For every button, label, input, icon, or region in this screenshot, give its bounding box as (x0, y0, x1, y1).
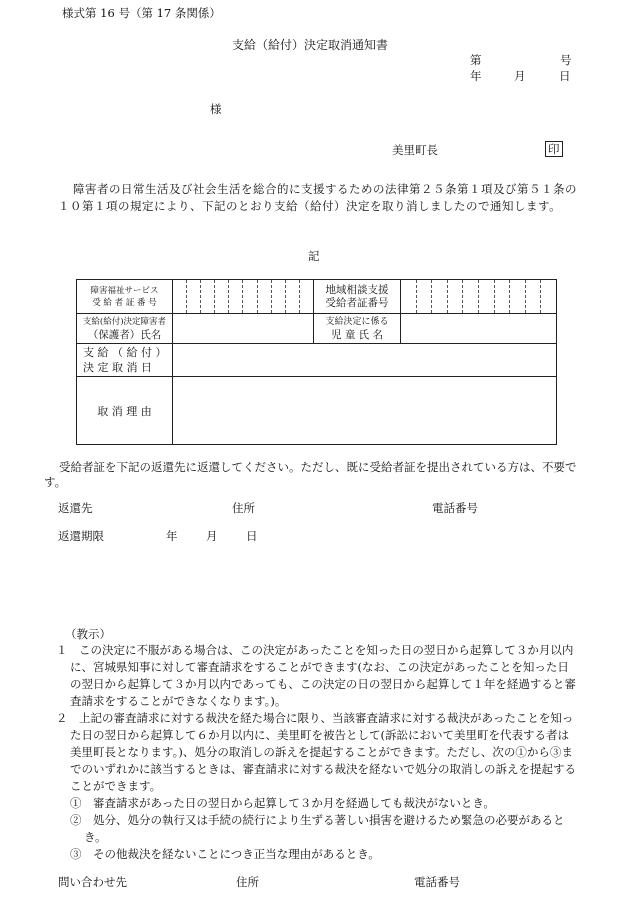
inquiry-address-label: 住所 (236, 875, 259, 889)
inquiry-phone-label: 電話番号 (414, 875, 460, 889)
date-day: 日 (559, 69, 571, 83)
consultation-recipient-number-field[interactable] (401, 280, 557, 314)
service-recipient-number-label: 障害福祉サービス 受 給 者 証 番 号 (77, 280, 173, 314)
guardian-name-field[interactable] (173, 314, 314, 344)
return-phone-label: 電話番号 (432, 501, 478, 515)
return-note: 受給者証を下記の返還先に返還してください。ただし、既に受給者証を提出されている方は、不要です。 (44, 460, 577, 489)
cancellation-date-field[interactable] (173, 344, 557, 377)
service-recipient-number-field[interactable] (173, 280, 314, 314)
number-suffix: 号 (560, 53, 572, 67)
instruction-sub-2: ② 処分、処分の執行又は手続の続行により生ずる著しい損害を避けるため緊急の必要があるとき。 (70, 813, 565, 844)
instruction-2: ２ 上記の審査請求に対する裁決を経た場合に限り、当該審査請求に対する裁決があったことを知った日の翌日から起算して６か月以内に、美里町を被告として(訴訟において美里町を代表する者は美里町長となります。)、処分の取消しの訴えを提起することができます。ただし、次の①から③までのいずれかに該当するときは、審査請求に対する裁決を経ないで処分の取消しの訴えを提起することができます。 (56, 711, 576, 793)
instruction-header: （教示） (65, 627, 111, 641)
child-name-label: 支給決定に係る 児 童 氏 名 (314, 314, 401, 344)
instruction-sub-3: ③ その他裁決を経ないことにつき正当な理由があるとき。 (70, 847, 380, 861)
return-deadline-label: 返還期限 (58, 529, 104, 543)
child-name-field[interactable] (401, 314, 557, 344)
seal-mark: 印 (545, 141, 563, 157)
body-text: 障害者の日常生活及び社会生活を総合的に支援するための法律第２５条第１項及び第５１条の１０第１項の規定により、下記のとおり支給（給付）決定を取り消しましたので通知します。 (58, 182, 577, 213)
cancellation-reason-field[interactable] (173, 377, 557, 445)
date-year: 年 (470, 69, 482, 83)
instruction-1: １ この決定に不服がある場合は、この決定があったことを知った日の翌日から起算して３か月以内に、宮城県知事に対して審査請求をすることができます(なお、この決定があったことを知った日の翌日から起算して３か月以内であっても、この決定の日の翌日から起算して１年を経過すると審査請求をすることができなくなります。)。 (56, 643, 576, 708)
table-row (77, 280, 557, 314)
details-table (76, 279, 557, 445)
instruction-sub-1: ① 審査請求があった日の翌日から起算して３か月を経過しても裁決がないとき。 (70, 796, 495, 810)
issuer: 美里町長 (392, 143, 438, 157)
guardian-name-label: 支給(給付)決定障害者 （保護者）氏名 (77, 314, 173, 344)
table-row (77, 377, 557, 445)
return-address-label: 住所 (232, 501, 255, 515)
consultation-recipient-number-label: 地域相談支援 受給者証番号 (314, 280, 401, 314)
number-label: 第 (470, 53, 482, 67)
table-row (77, 344, 557, 377)
ki-heading: 記 (308, 249, 320, 263)
deadline-year: 年 (166, 529, 178, 543)
inquiry-label: 問い合わせ先 (58, 875, 127, 889)
table-row (77, 314, 557, 344)
deadline-month: 月 (206, 529, 218, 543)
cancellation-date-label: 支 給 （ 給 付 ） 決 定 取 消 日 (77, 344, 173, 377)
recipient-suffix: 様 (210, 102, 222, 116)
document-title: 支給（給付）決定取消通知書 (232, 38, 389, 52)
cancellation-reason-label: 取 消 理 由 (77, 377, 173, 445)
deadline-day: 日 (246, 529, 258, 543)
form-number: 様式第 16 号（第 17 条関係） (62, 6, 221, 20)
date-month: 月 (514, 69, 526, 83)
return-to-label: 返還先 (58, 501, 93, 515)
